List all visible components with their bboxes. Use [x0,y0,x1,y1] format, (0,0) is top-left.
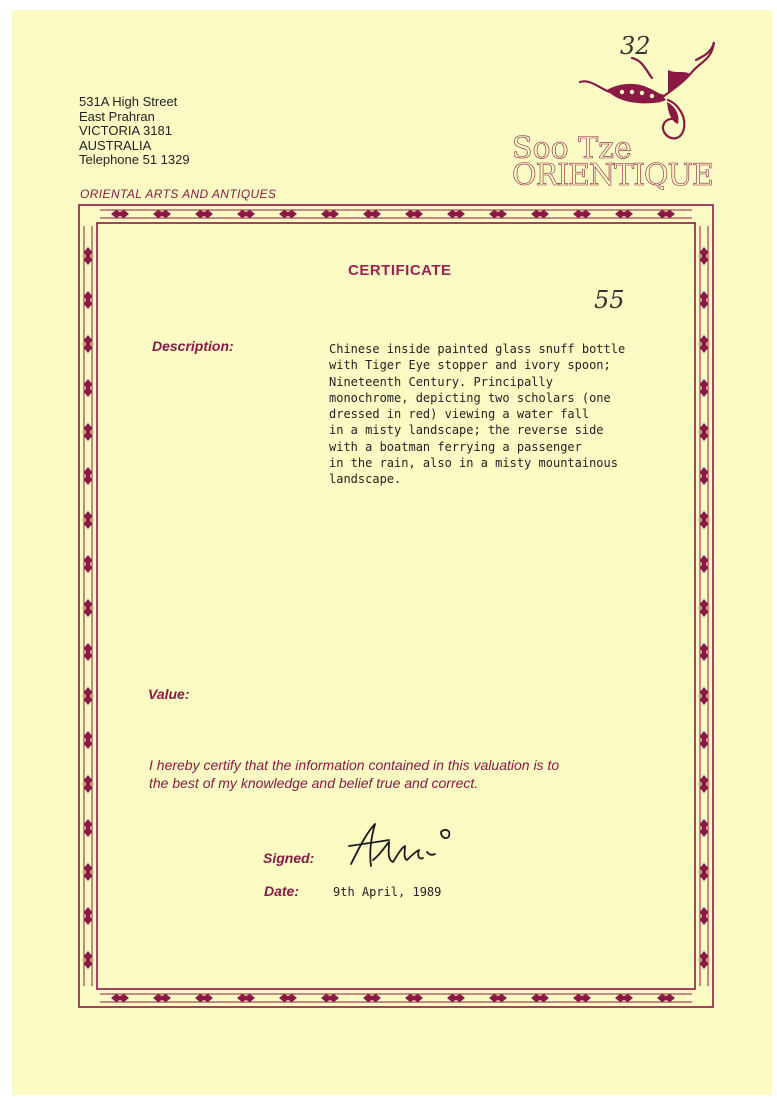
border-ornament [84,907,92,925]
description-line: landscape. [329,472,402,487]
address-line: 531A High Street [79,94,178,109]
description-text [329,341,659,488]
border-ornament [84,247,92,265]
border-ornament [700,599,708,617]
border-ornament [700,775,708,793]
border-ornament [237,994,255,1002]
border-ornament [279,994,297,1002]
border-ornament [531,994,549,1002]
tagline: ORIENTAL ARTS AND ANTIQUES [80,187,277,201]
handwritten-item-number: 55 [594,286,625,314]
border-ornament [84,467,92,485]
border-ornament [700,643,708,661]
description-label: Description: [152,338,234,354]
border-ornament [531,210,549,218]
border-ornament [363,994,381,1002]
handwritten-page-number: 32 [620,32,651,60]
border-ornament [84,731,92,749]
border-ornament [615,210,633,218]
description-line: with Tiger Eye stopper and ivory spoon; [329,358,611,373]
border-ornament [279,210,297,218]
certify-line: I hereby certify that the information contained in this valuation is to [149,757,560,773]
address-line: Telephone 51 1329 [79,152,190,167]
border-ornament [405,994,423,1002]
signature-image [345,818,465,878]
description-line: Chinese inside painted glass snuff bottle [329,342,626,356]
border-ornament [700,423,708,441]
border-ornament [700,291,708,309]
border-ornament [84,643,92,661]
border-ornament [84,555,92,573]
signed-label: Signed: [263,850,315,866]
border-ornament [195,210,213,218]
address-line: AUSTRALIA [79,137,152,153]
border-ornament [447,210,465,218]
date-value: 9th April, 1989 [333,885,442,899]
border-ornament [84,511,92,529]
address-block [79,95,190,168]
border-ornament [700,467,708,485]
date-label: Date: [264,883,300,899]
border-ornament [84,291,92,309]
description-line: in a misty landscape; the reverse side [329,423,604,438]
address-line: VICTORIA 3181 [79,123,172,138]
border-ornament [321,994,339,1002]
border-ornament [195,994,213,1002]
border-ornament [700,907,708,925]
brand-name-line2: ORIENTIQUE [512,158,713,193]
border-ornament [700,951,708,969]
border-ornament [615,994,633,1002]
border-ornament [84,423,92,441]
certify-line: the best of my knowledge and belief true and correct. [149,775,479,791]
border-ornament [700,731,708,749]
border-ornament [84,775,92,793]
address-line: East Prahran [79,108,155,124]
description-line: dressed in red) viewing a water fall [329,407,590,422]
border-ornament [84,335,92,353]
border-ornament [321,210,339,218]
border-ornament [700,247,708,265]
description-line: Nineteenth Century. Principally [329,374,553,389]
border-ornament [84,599,92,617]
certification-statement [149,756,649,792]
border-ornament [84,687,92,705]
description-line: in the rain, also in a misty mountainous [329,456,618,471]
brand-name-line1: Soo Tze [512,131,632,166]
border-ornament [700,555,708,573]
border-ornament [700,335,708,353]
border-ornament [573,210,591,218]
certificate-title: CERTIFICATE [348,262,452,279]
border-ornament [700,687,708,705]
border-ornament [237,210,255,218]
description-line: with a boatman ferrying a passenger [329,439,582,454]
border-ornament [84,951,92,969]
border-ornament [153,994,171,1002]
border-ornament [84,379,92,397]
border-ornament [657,994,675,1002]
border-ornament [447,994,465,1002]
border-ornament [700,819,708,837]
border-ornament [700,511,708,529]
border-ornament [657,210,675,218]
border-ornament [111,994,129,1002]
border-ornament [700,863,708,881]
border-ornament [111,210,129,218]
border-ornament [153,210,171,218]
description-line: monochrome, depicting two scholars (one [329,390,611,405]
border-ornament [405,210,423,218]
border-ornament [489,210,507,218]
border-ornament [573,994,591,1002]
value-label: Value: [148,686,190,702]
border-ornament [363,210,381,218]
border-ornament [700,379,708,397]
border-ornament [84,863,92,881]
border-ornament [489,994,507,1002]
border-ornament [84,819,92,837]
